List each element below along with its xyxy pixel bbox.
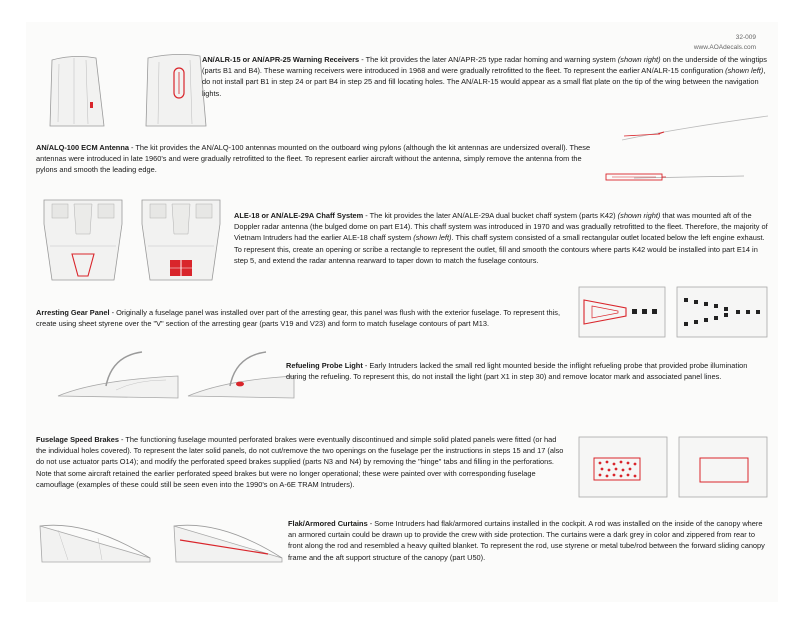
section-speed-brakes: Fuselage Speed Brakes - The functioning fuselage mounted perforated brakes were eventually discontinued and simple solid plated panels were fitted (or had the individual holes covered). To represent the later solid panels, do not cut/remove the two openings on the fuselage per the instructions in steps 15 and 17 (also do not use actuator parts O14); and modify the perforated speed brakes supplied (parts N3 and N4) by removing the "hinge" tabs and filling in the perforations. Note that some aircraft retained the earlier perforated speed brakes but were no longer operational; these were painted over with corresponding fuselage camouflage (examples of these could still be seen even into the 1990's on A-6E TRAM Intruders). — [36, 435, 564, 489]
doc-code: 32-009 — [735, 34, 756, 41]
chaff-ale29a-illustration — [138, 194, 224, 282]
arresting-gear-open-illustration — [676, 286, 768, 338]
instruction-sheet — [26, 22, 778, 602]
wingtip-alr15-illustration — [44, 52, 114, 128]
speed-brake-perforated-illustration — [578, 436, 668, 498]
arresting-gear-panel-illustration — [578, 286, 666, 338]
section-title: Fuselage Speed Brakes — [36, 435, 119, 444]
section-ecm-antenna: AN/ALQ-100 ECM Antenna - The kit provides the AN/ALQ-100 antennas mounted on the outboard wing pylons (although the kit antennas are undersized overall). These antennas were introduced in late 1960's and were gradually retrofitted to the fleet. To represent earlier aircraft without the antenna, simply remove the antenna from the pylons and smooth the leading edge. — [36, 143, 591, 175]
section-refueling-probe-light: Refueling Probe Light - Early Intruders lacked the small red light mounted beside the inflight refueling probe that provided probe illumination during the refueling. To represent this, do not install the light (part X1 in step 30) and remove locator mark and associated panel lines. — [286, 361, 748, 382]
section-flak-curtains: Flak/Armored Curtains - Some Intruders had flak/armored curtains installed in the cockpit. A rod was installed on the inside of the canopy where an armored curtain could be drawn up to provide the crew with side protection. The curtains were a dark grey in color and zippered from rear to front along the rod and resembled a heavy quilted blanket. To represent the rod, use styrene or metal tube/rod between the forward sliding canopy frame and the aft support structure of the canopy (part U50). — [288, 519, 765, 562]
section-arresting-gear: Arresting Gear Panel - Originally a fuselage panel was installed over part of the arresting gear, this panel was flush with the exterior fuselage. To represent this, create using sheet styrene over the "V" section of the arresting gear (parts V19 and V23) and form to match fuselage contours of part M13. — [36, 308, 561, 329]
section-title: Flak/Armored Curtains — [288, 519, 368, 528]
pylon-antenna-without-illustration — [604, 168, 764, 184]
section-title: AN/ALQ-100 ECM Antenna — [36, 143, 129, 152]
section-title: Arresting Gear Panel — [36, 308, 110, 317]
section-title: Refueling Probe Light — [286, 361, 363, 370]
section-warning-receivers: AN/ALR-15 or AN/APR-25 Warning Receivers - The kit provides the later AN/APR-25 type radar homing and warning system (shown right) on the underside of the wingtips (parts B1 and B4). These warning receivers were introduced in 1968 and were gradually retrofitted to the fleet. To represent the earlier AN/ALR-15 configuration (shown left), do not install part B1 in step 24 or part B4 in step 25 and fill locating holes. The AN/ALR-15 would appear as a small flat plate on the tip of the wing between the navigation lights. — [202, 55, 767, 98]
refueling-probe-later-illustration — [186, 350, 296, 400]
refueling-probe-early-illustration — [56, 350, 180, 400]
section-title: AN/ALR-15 or AN/APR-25 Warning Receivers — [202, 55, 360, 64]
pylon-antenna-with-illustration — [620, 114, 770, 144]
chaff-ale18-illustration — [40, 194, 126, 282]
section-chaff-system: ALE-18 or AN/ALE-29A Chaff System - The kit provides the later AN/ALE-29A dual bucket chaff system (parts K42) (shown right) that was mounted aft of the Doppler radar antenna (the bulged dome on part E14). This chaff system was introduced in 1970 and was gradually retrofitted to the fleet. Therefore, the majority of Vietnam Intruders had the earlier ALE-18 chaff system (shown left). This chaff system consisted of a small rectangular outlet located below the left engine exhaust. To represent this, create an opening or scribe a rectangle to represent the outlet, fill and smooth the contours where parts K42 would be installed into part E14 in step 5, and extend the radar antenna rearward to taper down to match the fuselage contours. — [234, 211, 768, 265]
speed-brake-solid-illustration — [678, 436, 768, 498]
canopy-with-rod-illustration — [172, 518, 290, 564]
section-title: ALE-18 or AN/ALE-29A Chaff System — [234, 211, 364, 220]
website-url: www.AOAdecals.com — [693, 44, 756, 51]
canopy-without-rod-illustration — [38, 518, 158, 564]
